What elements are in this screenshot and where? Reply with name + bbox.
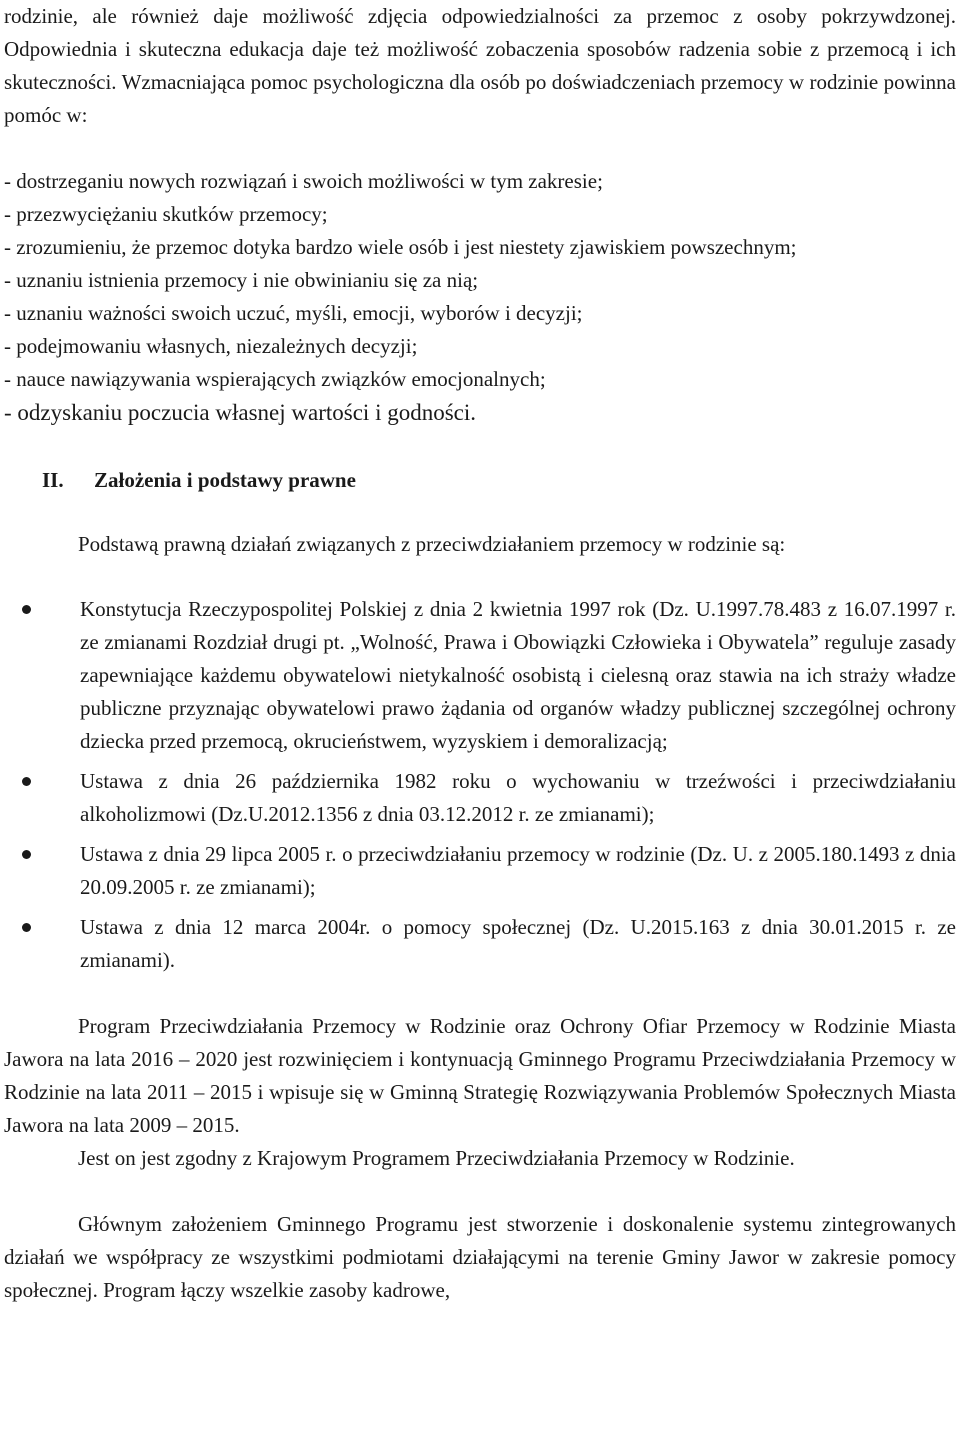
spacer bbox=[4, 132, 956, 165]
help-list bbox=[4, 165, 956, 429]
legal-basis-item bbox=[4, 911, 956, 977]
list-item: - uznaniu ważności swoich uczuć, myśli, emocji, wyborów i decyzji; bbox=[4, 301, 583, 325]
list-item: - podejmowaniu własnych, niezależnych decyzji; bbox=[4, 334, 418, 358]
spacer bbox=[4, 429, 956, 464]
legal-basis-text: Ustawa z dnia 29 lipca 2005 r. o przeciwdziałaniu przemocy w rodzinie (Dz. U. z 2005.180.1493 z dnia 20.09.2005 r. ze zmianami); bbox=[80, 842, 956, 899]
spacer bbox=[4, 1175, 956, 1208]
spacer bbox=[4, 561, 956, 593]
legal-basis-text: Ustawa z dnia 26 października 1982 roku o wychowaniu w trzeźwości i przeciwdziałaniu alkoholizmowi (Dz.U.2012.1356 z dnia 03.12.2012 r. ze zmianami); bbox=[80, 769, 956, 826]
section-title: Założenia i podstawy prawne bbox=[94, 468, 356, 492]
legal-basis-text: Konstytucja Rzeczypospolitej Polskiej z dnia 2 kwietnia 1997 rok (Dz. U.1997.78.483 z 16.07.1997 r. ze zmianami Rozdział drugi pt. „Wolność, Prawa i Obowiązki Człowieka i Obywatela” reguluje zasady zapewniające każdemu obywatelowi nietykalność osobistą i cielesną oraz stawia na ich straży władze publiczne przyznając obywatelowi prawo żądania od organów władzy publicznej szczególnej ochrony dziecka przed przemocą, okrucieństwem, wyzyskiem i demoralizacją; bbox=[80, 597, 956, 753]
document-page bbox=[4, 0, 956, 1307]
bullet-icon bbox=[22, 605, 31, 614]
bullet-icon bbox=[22, 923, 31, 932]
legal-basis-item bbox=[4, 765, 956, 831]
section-number: II. bbox=[42, 468, 64, 492]
legal-basis-list bbox=[4, 593, 956, 977]
legal-basis-text: Ustawa z dnia 12 marca 2004r. o pomocy społecznej (Dz. U.2015.163 z dnia 30.01.2015 r. ze zmianami). bbox=[80, 915, 956, 972]
legal-basis-lead: Podstawą prawną działań związanych z przeciwdziałaniem przemocy w rodzinie są: bbox=[78, 532, 786, 556]
spacer bbox=[4, 497, 956, 528]
bullet-icon bbox=[22, 777, 31, 786]
section-heading bbox=[4, 464, 956, 497]
list-item: - dostrzeganiu nowych rozwiązań i swoich możliwości w tym zakresie; bbox=[4, 169, 603, 193]
compliance-paragraph: Jest on jest zgodny z Krajowym Programem Przeciwdziałania Przemocy w Rodzinie. bbox=[78, 1146, 795, 1170]
list-item: - przezwyciężaniu skutków przemocy; bbox=[4, 202, 328, 226]
legal-basis-item bbox=[4, 593, 956, 758]
list-item: - nauce nawiązywania wspierających związków emocjonalnych; bbox=[4, 367, 546, 391]
list-item: - uznaniu istnienia przemocy i nie obwinianiu się za nią; bbox=[4, 268, 479, 292]
intro-paragraph: rodzinie, ale również daje możliwość zdjęcia odpowiedzialności za przemoc z osoby pokrzywdzonej. Odpowiednia i skuteczna edukacja daje też możliwość zobaczenia sposobów radzenia sobie z przemocą i ich skuteczności. Wzmacniająca pomoc psychologiczna dla osób po doświadczeniach przemocy w rodzinie powinna pomóc w: bbox=[4, 4, 956, 127]
main-assumption-paragraph: Głównym założeniem Gminnego Programu jest stworzenie i doskonalenie systemu zintegrowanych działań we współpracy ze wszystkimi podmiotami działającymi na terenie Gminy Jawor w zakresie pomocy społecznej. Program łączy wszelkie zasoby kadrowe, bbox=[4, 1212, 956, 1302]
list-item: - zrozumieniu, że przemoc dotyka bardzo wiele osób i jest niestety zjawiskiem powszechnym; bbox=[4, 235, 797, 259]
list-item: - odzyskaniu poczucia własnej wartości i godności. bbox=[4, 400, 477, 425]
spacer bbox=[4, 977, 956, 1010]
bullet-icon bbox=[22, 850, 31, 859]
program-paragraph: Program Przeciwdziałania Przemocy w Rodzinie oraz Ochrony Ofiar Przemocy w Rodzinie Miasta Jawora na lata 2016 – 2020 jest rozwinięciem i kontynuacją Gminnego Programu Przeciwdziałania Przemocy w Rodzinie na lata 2011 – 2015 i wpisuje się w Gminną Strategię Rozwiązywania Problemów Społecznych Miasta Jawora na lata 2009 – 2015. bbox=[4, 1014, 956, 1137]
legal-basis-item bbox=[4, 838, 956, 904]
